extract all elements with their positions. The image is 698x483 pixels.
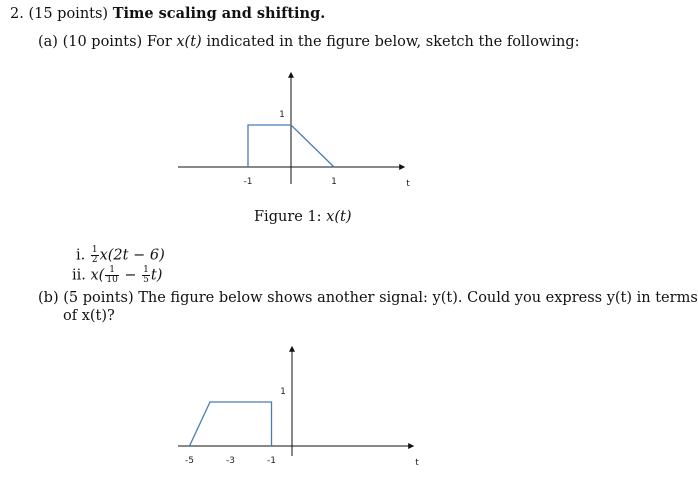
- figure-2-y-tick-label: 1: [280, 387, 286, 397]
- item-ii-minus: −: [119, 267, 142, 284]
- part-b-text-1: The figure below shows another signal: y(t). Could you express y(t) in terms: [138, 290, 698, 306]
- figure-2-x-tick-label: -5: [185, 456, 194, 466]
- item-ii-func: x(: [90, 267, 105, 284]
- problem-title: Time scaling and shifting.: [112, 5, 326, 22]
- item-ii-f2-num: 1: [143, 265, 149, 275]
- item-i: [76, 246, 165, 265]
- item-ii-label: ii.: [72, 267, 86, 284]
- part-b-label: (b): [38, 290, 59, 306]
- part-a-points: (10 points): [62, 34, 143, 50]
- problem-number: 2.: [10, 6, 24, 22]
- part-a-text-after: indicated in the figure below, sketch the following:: [206, 34, 580, 50]
- item-i-expression: x(2t − 6): [99, 247, 165, 264]
- figure-1-x-axis-label: t: [406, 179, 410, 189]
- figure-2-signal-line: [190, 402, 272, 446]
- part-a-text-before: For: [146, 34, 172, 50]
- item-ii-f1-den: 10: [106, 275, 118, 285]
- figure-2-x-tick-label: -1: [267, 456, 276, 466]
- part-b-points: (5 points): [63, 290, 134, 306]
- figure-2-x-axis-label: t: [415, 458, 419, 468]
- figure-1-caption-prefix: Figure 1:: [254, 209, 322, 225]
- part-a-label: (a): [38, 34, 58, 50]
- figure-1-caption-signal: x(t): [326, 209, 352, 225]
- item-ii-fraction-2: [142, 266, 150, 285]
- item-ii: [72, 266, 162, 285]
- item-ii-fraction-1: [105, 266, 118, 285]
- item-ii-tail: t): [150, 267, 163, 284]
- figure-1-y-tick-label: 1: [279, 110, 285, 120]
- item-i-label: i.: [76, 247, 86, 264]
- part-b-text-line-1: [38, 290, 698, 306]
- item-ii-f1-num: 1: [105, 266, 118, 276]
- figure-1-x-tick-label: 1: [331, 177, 337, 187]
- problem-points: (15 points): [28, 6, 109, 22]
- part-a-signal: x(t): [176, 34, 202, 50]
- part-b-text-2: of x(t)?: [63, 308, 115, 324]
- item-ii-f2-den: 5: [143, 275, 149, 285]
- figure-2-x-tick-label: -3: [226, 456, 235, 466]
- figure-1-caption: [254, 209, 352, 225]
- item-i-coefficient: [91, 246, 99, 265]
- figure-1-x-tick-label: -1: [243, 177, 253, 187]
- item-i-coef-num: 1: [91, 245, 98, 255]
- part-b-text-line-2: [63, 308, 115, 324]
- item-i-coef-den: 2: [91, 255, 98, 265]
